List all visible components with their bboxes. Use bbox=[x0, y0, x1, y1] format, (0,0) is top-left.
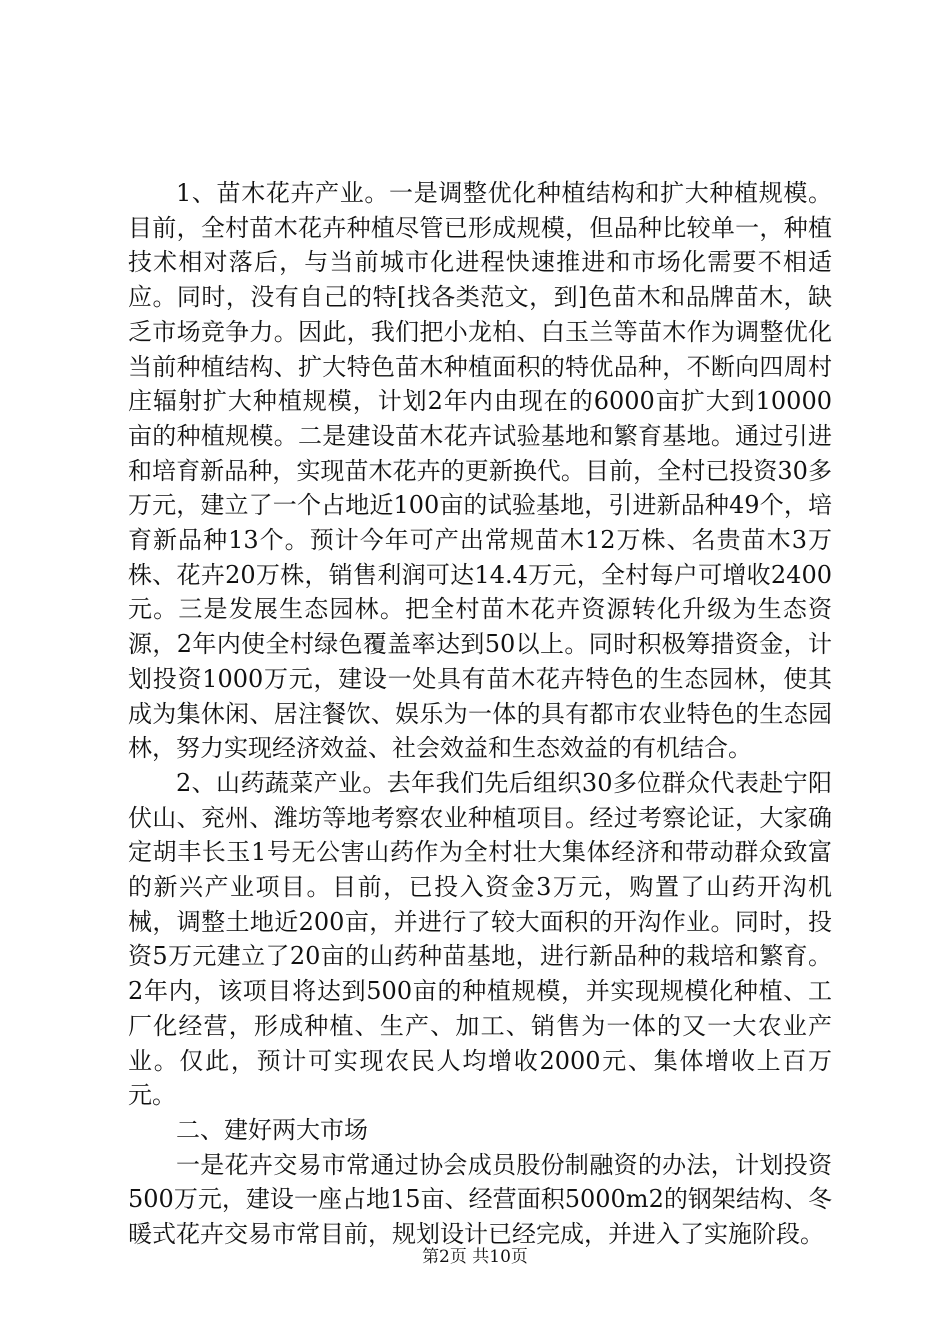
body-text bbox=[128, 176, 832, 1252]
section-heading-markets: 二、建好两大市场 bbox=[176, 1115, 368, 1144]
paragraph-yam-vegetables: 2、山药蔬菜产业。去年我们先后组织30多位群众代表赴宁阳伏山、兖州、潍坊等地考察农业种植项目。经过考察论证，大家确定胡丰长玉1号无公害山药作为全村壮大集体经济和带动群众致富的新兴产业项目。目前，已投入资金3万元，购置了山药开沟机械，调整土地近200亩，并进行了较大面积的开沟作业。同时，投资5万元建立了20亩的山药种苗基地，进行新品种的栽培和繁育。2年内，该项目将达到500亩的种植规模，并实现规模化种植、工厂化经营，形成种植、生产、加工、销售为一体的又一大农业产业。仅此，预计可实现农民人均增收2000元、集体增收上百万元。 bbox=[128, 768, 832, 1110]
page-footer: 第2页 共10页 bbox=[422, 1247, 528, 1267]
paragraph-seedlings-flowers: 1、苗木花卉产业。一是调整优化种植结构和扩大种植规模。目前，全村苗木花卉种植尽管已形成规模，但品种比较单一，种植技术相对落后，与当前城市化进程快速推进和市场化需要不相适应。同时，没有自己的特[找各类范文，到]色苗木和品牌苗木，缺乏市场竞争力。因此，我们把小龙柏、白玉兰等苗木作为调整优化当前种植结构、扩大特色苗木种植面积的特优品种，不断向四周村庄辐射扩大种植规模，计划2年内由现在的6000亩扩大到10000亩的种植规模。二是建设苗木花卉试验基地和繁育基地。通过引进和培育新品种，实现苗木花卉的更新换代。目前，全村已投资30多万元，建立了一个占地近100亩的试验基地，引进新品种49个，培育新品种13个。预计今年可产出常规苗木12万株、名贵苗木3万株、花卉20万株，销售利润可达14.4万元，全村每户可增收2400元。三是发展生态园林。把全村苗木花卉资源转化升级为生态资源，2年内使全村绿色覆盖率达到50以上。同时积极筹措资金，计划投资1000万元，建设一处具有苗木花卉特色的生态园林，使其成为集休闲、居注餐饮、娱乐为一体的具有都市农业特色的生态园林，努力实现经济效益、社会效益和生态效益的有机结合。 bbox=[128, 179, 832, 763]
paragraph-flower-market: 一是花卉交易市常通过协会成员股份制融资的办法，计划投资500万元，建设一座占地15亩、经营面积5000m2的钢架结构、冬暖式花卉交易市常目前，规划设计已经完成，并进入了实施阶段。 bbox=[128, 1150, 832, 1249]
